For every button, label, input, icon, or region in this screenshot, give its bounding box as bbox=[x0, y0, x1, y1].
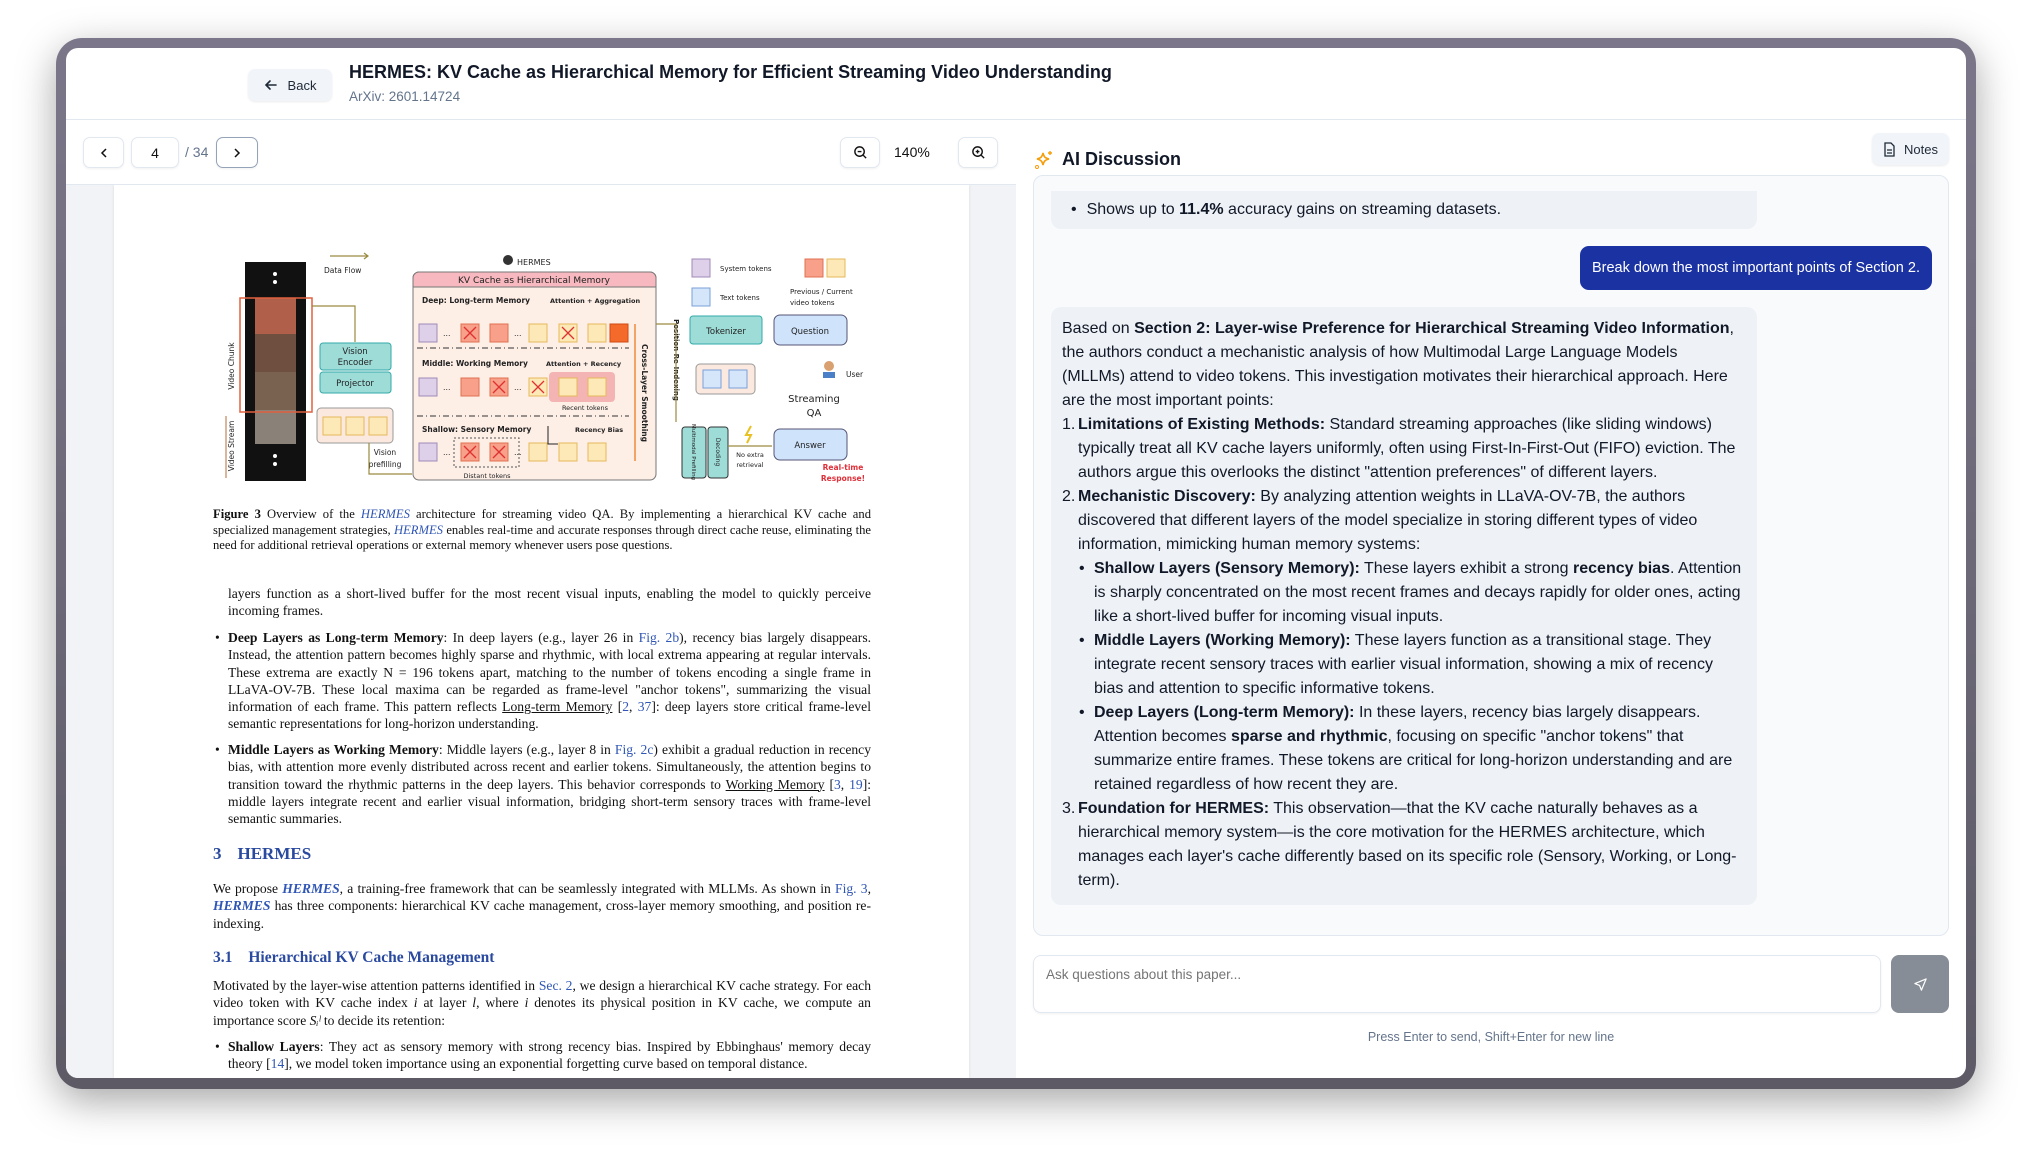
text-segment: , where bbox=[476, 995, 525, 1011]
app-window bbox=[66, 48, 1966, 1078]
text-segment: Overview of the bbox=[260, 507, 361, 521]
chat-messages[interactable] bbox=[1033, 175, 1949, 936]
zoom-in-icon bbox=[971, 145, 986, 160]
link[interactable]: HERMES bbox=[213, 898, 271, 914]
deep-layers-bullet: • Deep Layers as Long-term Memory: In deep layers (e.g., layer 26 in Fig. 2b), recency bias largely disappears. Instead, the attention pattern becomes highly sparse and rhythmic, with local extrema appearing at regular intervals. These extrema are exactly N = 196 tokens apart, matching to the number of tokens encoding a single frame in LLaVA-OV-7B. These local maxima can be regarded as frame-level "anchor tokens", summarizing the visual information of each frame. This pattern reflects Long-term Memory [2, 37]: deep layers store critical frame-level semantic representations for long-horizon understanding. bbox=[215, 630, 872, 732]
lightning-icon bbox=[746, 426, 751, 443]
svg-text:KV Cache as Hierarchical Memor: KV Cache as Hierarchical Memory bbox=[458, 276, 610, 286]
middle-layers-bullet: • Middle Layers as Working Memory: Middle layers (e.g., layer 8 in Fig. 2c) exhibit a gradual reduction in recency bias, with attention more evenly distributed across recent and earlier tokens. Simultaneously, the attention begins to transition toward the rhythmic patterns in the deep layers. This behavior corresponds to Working Memory [3, 19]: middle layers integrate recent and earlier visual information, bridging short-term sensory traces with frame-level semantic summaries. bbox=[215, 742, 871, 827]
back-label: Back bbox=[287, 77, 317, 93]
svg-text:Deep: Long-term Memory: Deep: Long-term Memory bbox=[422, 296, 531, 305]
ellipsis-mark: … bbox=[514, 329, 522, 338]
pdf-scroll-area[interactable] bbox=[66, 185, 1016, 1078]
kv-token bbox=[610, 324, 628, 342]
link[interactable]: 14 bbox=[270, 1056, 285, 1072]
link[interactable]: 3 bbox=[834, 776, 841, 792]
link[interactable]: 37 bbox=[637, 699, 652, 715]
section-3-paragraph bbox=[213, 880, 871, 932]
text-segment: In these layers, recency bias largely disappears. Attention becomes bbox=[1094, 704, 1701, 745]
svg-text:Vision: Vision bbox=[342, 347, 368, 357]
text-segment: Motivated by the layer-wise attention patterns identified in bbox=[213, 978, 539, 993]
ellipsis-mark: … bbox=[443, 383, 451, 392]
link[interactable]: 19 bbox=[849, 776, 863, 792]
link[interactable]: Sec. 2 bbox=[538, 978, 573, 993]
zoom-level: 140% bbox=[894, 144, 930, 160]
answer-point bbox=[1062, 413, 1745, 485]
section-3-heading: 3 HERMES bbox=[213, 844, 312, 863]
text-segment: i bbox=[413, 995, 418, 1011]
text-segment: , we design a hierarchical KV cache strategy. For each video token with KV cache index bbox=[213, 978, 871, 1011]
shallow-layers-bullet: • Shallow Layers: They act as sensory memory with strong recency bias. Inspired by Ebbinghaus' memory decay theory [14], we model token importance using an exponential forgetting curve based on temporal distance. bbox=[215, 1039, 871, 1072]
text-segment: ), recency bias largely disappears. Instead, the attention pattern becomes highly sparse and rhythmic, with local extrema appearing at regular intervals. These extrema are exactly N = 196 tokens apart, matching to the number of tokens encoding a single frame in LLaVA-OV-7B. These local maxima can be regarded as frame-level "anchor tokens", summarizing the visual information of each frame. This pattern reflects bbox=[228, 630, 872, 715]
page-number-input[interactable] bbox=[131, 137, 179, 168]
answer-points-list bbox=[1062, 413, 1745, 893]
svg-text:Middle: Working Memory: Middle: Working Memory bbox=[422, 359, 528, 368]
text-segment: ], we model token importance using an exponential forgetting curve based on temporal distance. bbox=[284, 1056, 808, 1072]
input-hint: Press Enter to send, Shift+Enter for new line bbox=[1367, 1030, 1615, 1044]
next-page-button[interactable] bbox=[216, 137, 258, 168]
svg-text:Recent tokens: Recent tokens bbox=[561, 404, 609, 412]
text-segment: Shows up to bbox=[1086, 201, 1180, 218]
kv-token bbox=[419, 378, 437, 396]
text-segment: This observation—that the KV cache naturally behaves as a hierarchical memory system—is the core motivation for the HERMES architecture, which manages each layer's cache differently based on its specific role (Sensory, Working, or Long-term). bbox=[1078, 800, 1737, 889]
kv-token bbox=[588, 443, 606, 461]
svg-text:Attention + Recency: Attention + Recency bbox=[546, 360, 622, 368]
ellipsis-mark: … bbox=[514, 383, 522, 392]
svg-text:Attention + Aggregation: Attention + Aggregation bbox=[550, 297, 641, 305]
chat-input[interactable] bbox=[1033, 955, 1881, 1013]
notes-button[interactable] bbox=[1872, 133, 1949, 165]
ellipsis-mark: … bbox=[443, 329, 451, 338]
link[interactable]: HERMES bbox=[282, 881, 340, 896]
svg-text:Decoding: Decoding bbox=[714, 437, 721, 467]
hermes-mascot-icon bbox=[503, 255, 513, 265]
svg-text:Tokenizer: Tokenizer bbox=[706, 327, 746, 337]
data-flow-label: Data Flow bbox=[324, 266, 362, 275]
chevron-left-icon bbox=[98, 147, 110, 159]
text-segment: : They act as sensory memory with strong recency bias. Inspired by Ebbinghaus' memory decay theory [ bbox=[228, 1039, 871, 1072]
text-segment: layers function as a short-lived buffer for the most recent visual inputs, enabling the model to quickly perceive incoming frames. bbox=[228, 586, 871, 619]
sparkles-icon bbox=[1034, 150, 1054, 170]
text-segment: denotes its physical position in KV cache, we compute an importance score bbox=[213, 995, 871, 1028]
send-button[interactable] bbox=[1891, 955, 1949, 1013]
text-segment: at layer bbox=[417, 995, 473, 1011]
text-segment: Middle Layers (Working Memory): bbox=[1094, 632, 1351, 649]
text-segment: Deep Layers (Long-term Memory): bbox=[1094, 704, 1355, 721]
text-segment: Deep Layers as Long-term Memory bbox=[228, 630, 444, 645]
video-chunk-label: Video Chunk bbox=[227, 342, 236, 390]
assistant-message-previous: • Shows up to 11.4% accuracy gains on streaming datasets. bbox=[1051, 191, 1757, 229]
data-flow-arrow bbox=[330, 253, 368, 259]
page-total: / 34 bbox=[185, 144, 209, 160]
svg-text:Answer: Answer bbox=[794, 441, 826, 451]
link[interactable]: 2 bbox=[622, 699, 630, 715]
point-number: 2. bbox=[1062, 488, 1076, 505]
kv-token bbox=[419, 324, 437, 342]
svg-text:retrieval: retrieval bbox=[736, 461, 764, 469]
pdf-page bbox=[114, 185, 969, 1078]
kv-token bbox=[588, 324, 606, 342]
text-segment: architecture for streaming video QA. By implementing a hierarchical KV cache and specialized management strategies, bbox=[213, 507, 871, 537]
text-segment: Working Memory bbox=[725, 776, 825, 792]
text-segment: Sᵢˡ bbox=[309, 1012, 321, 1028]
text-segment: These layers exhibit a strong bbox=[1359, 560, 1574, 577]
link[interactable]: HERMES bbox=[360, 507, 410, 521]
svg-text:Recency Bias: Recency Bias bbox=[575, 426, 624, 434]
kv-token bbox=[559, 378, 577, 396]
text-segment: ]: deep layers store critical frame-level semantic representations for long-horizon understanding. bbox=[228, 699, 871, 732]
svg-text:Previous / Current: Previous / Current bbox=[790, 288, 853, 296]
text-segment: , bbox=[629, 699, 638, 715]
text-segment: 11.4% bbox=[1179, 201, 1224, 218]
ai-discussion-title: AI Discussion bbox=[1062, 149, 1182, 169]
kv-token bbox=[490, 324, 508, 342]
back-button[interactable] bbox=[248, 69, 332, 101]
answer-point bbox=[1062, 797, 1745, 893]
point-number: 3. bbox=[1062, 800, 1076, 817]
pdf-toolbar bbox=[66, 120, 1016, 185]
prev-page-button[interactable] bbox=[83, 137, 124, 168]
text-segment: , bbox=[840, 776, 850, 792]
kv-token bbox=[588, 378, 606, 396]
header bbox=[66, 48, 1966, 120]
text-segment: Based on bbox=[1062, 320, 1135, 337]
svg-text:Distant tokens: Distant tokens bbox=[463, 472, 511, 480]
svg-text:Multimodal Prefilling: Multimodal Prefilling bbox=[690, 423, 696, 481]
arrow-left-icon bbox=[264, 78, 278, 92]
section-3-1-paragraph bbox=[213, 977, 871, 1029]
kv-token bbox=[559, 443, 577, 461]
svg-text:User: User bbox=[846, 370, 864, 379]
text-segment: , a training-free framework that can be seamlessly integrated with MLLMs. As shown in bbox=[339, 881, 836, 896]
svg-text:Encoder: Encoder bbox=[337, 358, 373, 368]
zoom-out-icon bbox=[853, 145, 868, 160]
figure-3-diagram bbox=[214, 246, 874, 488]
answer-intro bbox=[1062, 317, 1745, 413]
text-segment: We propose bbox=[213, 881, 283, 896]
text-segment: [ bbox=[612, 699, 623, 715]
kv-token bbox=[461, 378, 479, 396]
text-segment: Foundation for HERMES: bbox=[1078, 800, 1270, 817]
sub-point bbox=[1078, 557, 1745, 629]
user-icon bbox=[824, 361, 834, 371]
text-segment: Middle Layers as Working Memory bbox=[228, 742, 439, 757]
section-3-1-heading: 3.1 Hierarchical KV Cache Management bbox=[213, 949, 495, 966]
text-segment: Standard streaming approaches (like sliding windows) typically treat all KV cache layers uniformly, often using First-In-First-Out (FIFO) eviction. The authors argue this overlooks the distinct "attention preferences" of different layers. bbox=[1078, 416, 1736, 481]
notes-label: Notes bbox=[1904, 141, 1938, 157]
text-segment: . Attention is sharply concentrated on the most recent frames and decays rapidly for older ones, acting like a short-lived buffer for incoming visual inputs. bbox=[1094, 560, 1742, 625]
sub-point-list bbox=[1078, 557, 1745, 797]
point-number: 1. bbox=[1062, 416, 1076, 433]
svg-text:Question: Question bbox=[790, 327, 830, 337]
text-segment: , the authors conduct a mechanistic analysis of how Multimodal Large Language Models (MLLMs) attend to video tokens. This investigation motivates their hierarchical approach. Here are the most important points: bbox=[1062, 320, 1734, 409]
svg-text:Response!: Response! bbox=[820, 474, 866, 483]
svg-text:Streaming: Streaming bbox=[788, 394, 840, 405]
answer-point bbox=[1062, 485, 1745, 797]
text-segment: Shallow Layers bbox=[228, 1039, 320, 1054]
text-segment: recency bias bbox=[1573, 560, 1670, 577]
svg-text:System tokens: System tokens bbox=[720, 265, 772, 273]
svg-text:Real-time: Real-time bbox=[822, 463, 864, 472]
text-segment: Long-term Memory bbox=[502, 699, 613, 715]
previous-message-text bbox=[1087, 198, 1501, 222]
arxiv-id: ArXiv: 2601.14724 bbox=[349, 89, 461, 104]
ai-discussion-heading bbox=[1034, 149, 1181, 170]
text-segment: has three components: hierarchical KV cache management, cross-layer memory smoothing, and position re-indexing. bbox=[213, 898, 871, 931]
text-segment: Figure 3 bbox=[213, 507, 261, 521]
text-segment: Shallow Layers (Sensory Memory): bbox=[1094, 560, 1360, 577]
text-segment: to decide its retention: bbox=[320, 1012, 446, 1028]
paragraph-continuation bbox=[228, 585, 871, 620]
text-segment: ) exhibit a gradual reduction in recency bias, with attention more evenly distributed across recent and earlier tokens. Simultaneously, the attention begins to transition toward the rhythmic patterns in the deep layers. This behavior corresponds to bbox=[228, 742, 871, 792]
svg-text:prefilling: prefilling bbox=[368, 460, 402, 469]
link[interactable]: HERMES bbox=[394, 522, 443, 537]
ai-discussion-panel bbox=[1016, 120, 1966, 1078]
document-icon bbox=[1883, 142, 1896, 157]
svg-text:QA: QA bbox=[806, 408, 822, 419]
text-segment: , focusing on specific "anchor tokens" that summarize entire frames. These tokens are critical for long-horizon understanding and are retained regardless of how recent they are. bbox=[1094, 728, 1733, 793]
figure-caption bbox=[213, 507, 871, 554]
sub-point bbox=[1078, 629, 1745, 701]
paper-title: HERMES: KV Cache as Hierarchical Memory for Efficient Streaming Video Understanding bbox=[349, 62, 1112, 82]
text-segment: Mechanistic Discovery: bbox=[1078, 488, 1256, 505]
send-icon bbox=[1913, 977, 1928, 992]
kv-token bbox=[529, 443, 547, 461]
text-segment: , bbox=[867, 881, 871, 896]
link[interactable]: Fig. 2b bbox=[638, 630, 680, 645]
text-segment: Limitations of Existing Methods: bbox=[1078, 416, 1326, 433]
assistant-message bbox=[1051, 307, 1757, 905]
text-segment: By analyzing attention weights in LLaVA-OV-7B, the authors discovered that different layers of the model specialize in storing different types of video information, mimicking human memory systems: bbox=[1078, 488, 1698, 553]
text-segment: : In deep layers (e.g., layer 26 in bbox=[443, 630, 639, 645]
kv-token bbox=[529, 324, 547, 342]
svg-text:Projector: Projector bbox=[336, 379, 374, 389]
text-segment: i bbox=[524, 995, 529, 1011]
link[interactable]: Fig. 3 bbox=[835, 881, 868, 896]
svg-text:Shallow: Sensory Memory: Shallow: Sensory Memory bbox=[422, 425, 532, 434]
kv-token bbox=[419, 443, 437, 461]
link[interactable]: Fig. 2c bbox=[614, 742, 654, 757]
svg-text:Vision: Vision bbox=[373, 448, 397, 457]
svg-text:Text tokens: Text tokens bbox=[720, 294, 760, 302]
text-segment: : Middle layers (e.g., layer 8 in bbox=[438, 742, 615, 757]
pdf-viewer bbox=[66, 120, 1016, 1078]
text-segment: accuracy gains on streaming datasets. bbox=[1223, 201, 1502, 218]
svg-text:No extra: No extra bbox=[736, 451, 764, 459]
text-segment: These layers function as a transitional stage. They integrate recent sensory traces with earlier visual information, showing a mix of recency bias and attention to specific informative tokens. bbox=[1094, 632, 1713, 697]
text-segment: [ bbox=[824, 776, 834, 792]
user-message: Break down the most important points of Section 2. bbox=[1580, 246, 1932, 290]
video-stream-label: Video Stream bbox=[227, 420, 236, 472]
cross-layer-label: Cross-Layer Smoothing bbox=[640, 343, 649, 443]
text-segment: ]: middle layers integrate recent and earlier visual information, bridging short-term sensory traces with frame-level semantic summaries. bbox=[228, 776, 871, 827]
zoom-out-button[interactable] bbox=[840, 137, 880, 168]
reindex-label: Position Re-Indexing bbox=[672, 319, 680, 401]
hermes-logo-label: HERMES bbox=[517, 258, 551, 267]
chevron-right-icon bbox=[231, 147, 243, 159]
text-segment: enables real-time and accurate responses through direct cache reuse, eliminating the need for additional retrieval operations or external memory whenever users pose questions. bbox=[213, 522, 871, 552]
text-segment: sparse and rhythmic bbox=[1230, 728, 1388, 745]
ellipsis-mark: … bbox=[514, 448, 522, 457]
text-segment: l bbox=[472, 995, 477, 1011]
zoom-in-button[interactable] bbox=[958, 137, 998, 168]
svg-text:video tokens: video tokens bbox=[790, 299, 835, 307]
sub-point bbox=[1078, 701, 1745, 797]
ellipsis-mark: … bbox=[443, 448, 451, 457]
text-segment: Section 2: Layer-wise Preference for Hierarchical Streaming Video Information bbox=[1134, 320, 1730, 337]
